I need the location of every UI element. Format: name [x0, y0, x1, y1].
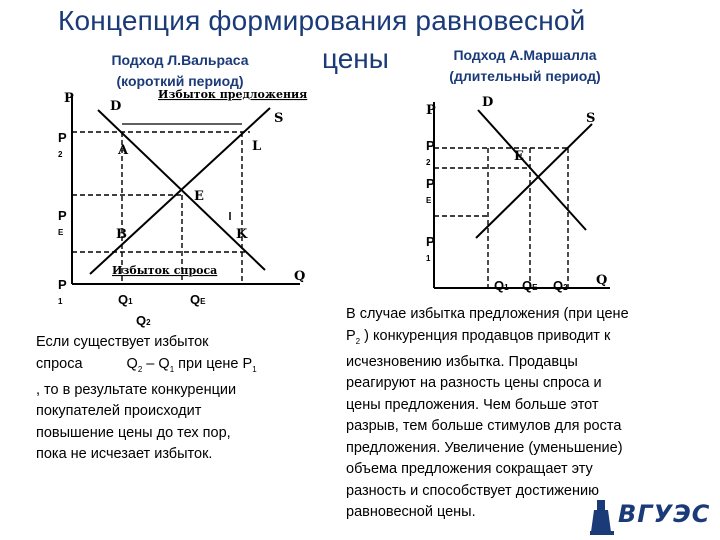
walras-point-e: E: [194, 189, 204, 204]
walras-label-p1: P 1: [58, 277, 67, 306]
walras-excess-demand-label: Избыток спроса: [112, 264, 218, 277]
page-title: Концепция формирования равновесной: [58, 5, 586, 36]
walras-point-l: L: [252, 139, 262, 154]
marshall-demand-curve: [478, 110, 586, 230]
walras-explanation: Если существует избыток спроса $Q_2 - Q_1$ при цене $P_1$ , то в результате конкуренции покупателей происходит повышение цены до тех пор, пока не исчезает избыток.: [36, 334, 257, 463]
marshall-caption-period: (длительный период): [449, 68, 601, 84]
walras-curve-d-label: D: [110, 99, 122, 114]
marshall-curve-s-label: S: [586, 111, 596, 126]
marshall-axis-q-label: Q: [596, 273, 608, 288]
walras-caption: [80, 50, 280, 92]
marshall-point-e: E: [514, 149, 524, 164]
page-title-continued: цены: [322, 43, 389, 74]
walras-axis-p-label: P: [64, 91, 74, 106]
logo-text: ВГУЭС: [618, 500, 711, 528]
walras-label-p2: P 2: [58, 130, 67, 159]
walras-diagram: [60, 88, 310, 298]
marshall-label-q2: Q2: [553, 278, 568, 293]
marshall-caption: [420, 45, 630, 87]
marshall-curve-d-label: D: [482, 95, 494, 110]
walras-label-q1: Q1: [118, 292, 133, 307]
walras-caption-name: Подход Л.Вальраса: [111, 52, 249, 68]
marshall-label-pe: P E: [426, 176, 435, 205]
marshall-label-q1: Q1: [494, 278, 509, 293]
statue-icon: [588, 496, 618, 536]
walras-point-k: K: [236, 227, 248, 242]
walras-curve-s-label: S: [274, 111, 284, 126]
marshall-diagram: [420, 88, 620, 298]
walras-excess-supply-label: Избыток предложения: [158, 88, 308, 101]
marshall-label-p2: P 2: [426, 138, 435, 167]
walras-point-a: A: [118, 143, 129, 158]
walras-label-pe: P E: [58, 208, 67, 237]
marshall-label-p1: P 1: [426, 234, 435, 263]
marshall-supply-curve: [476, 124, 592, 238]
marshall-label-qe: QE: [522, 278, 538, 293]
marshall-axis-p-label: P: [426, 103, 436, 118]
walras-point-b: B: [116, 227, 127, 242]
marshall-explanation: В случае избытка предложения (при цене $P_2$ ) конкуренция продавцов приводит к исчезновению избытка. Продавцы реагируют на разность цены спроса и цены предложения. Чем больше этот разрыв, тем больше стимулов для роста предложения. Увеличение (уменьшение) объема предложения сокращает эту разность и способствует достижению равновесной цены.: [346, 306, 629, 521]
walras-caption-period: (короткий период): [116, 73, 244, 89]
marshall-caption-name: Подход А.Маршалла: [453, 47, 597, 63]
walras-label-qe: QE: [190, 292, 206, 307]
university-logo: [588, 496, 712, 536]
walras-label-q2: Q2: [136, 313, 151, 328]
walras-axis-q-label: Q: [294, 269, 306, 284]
